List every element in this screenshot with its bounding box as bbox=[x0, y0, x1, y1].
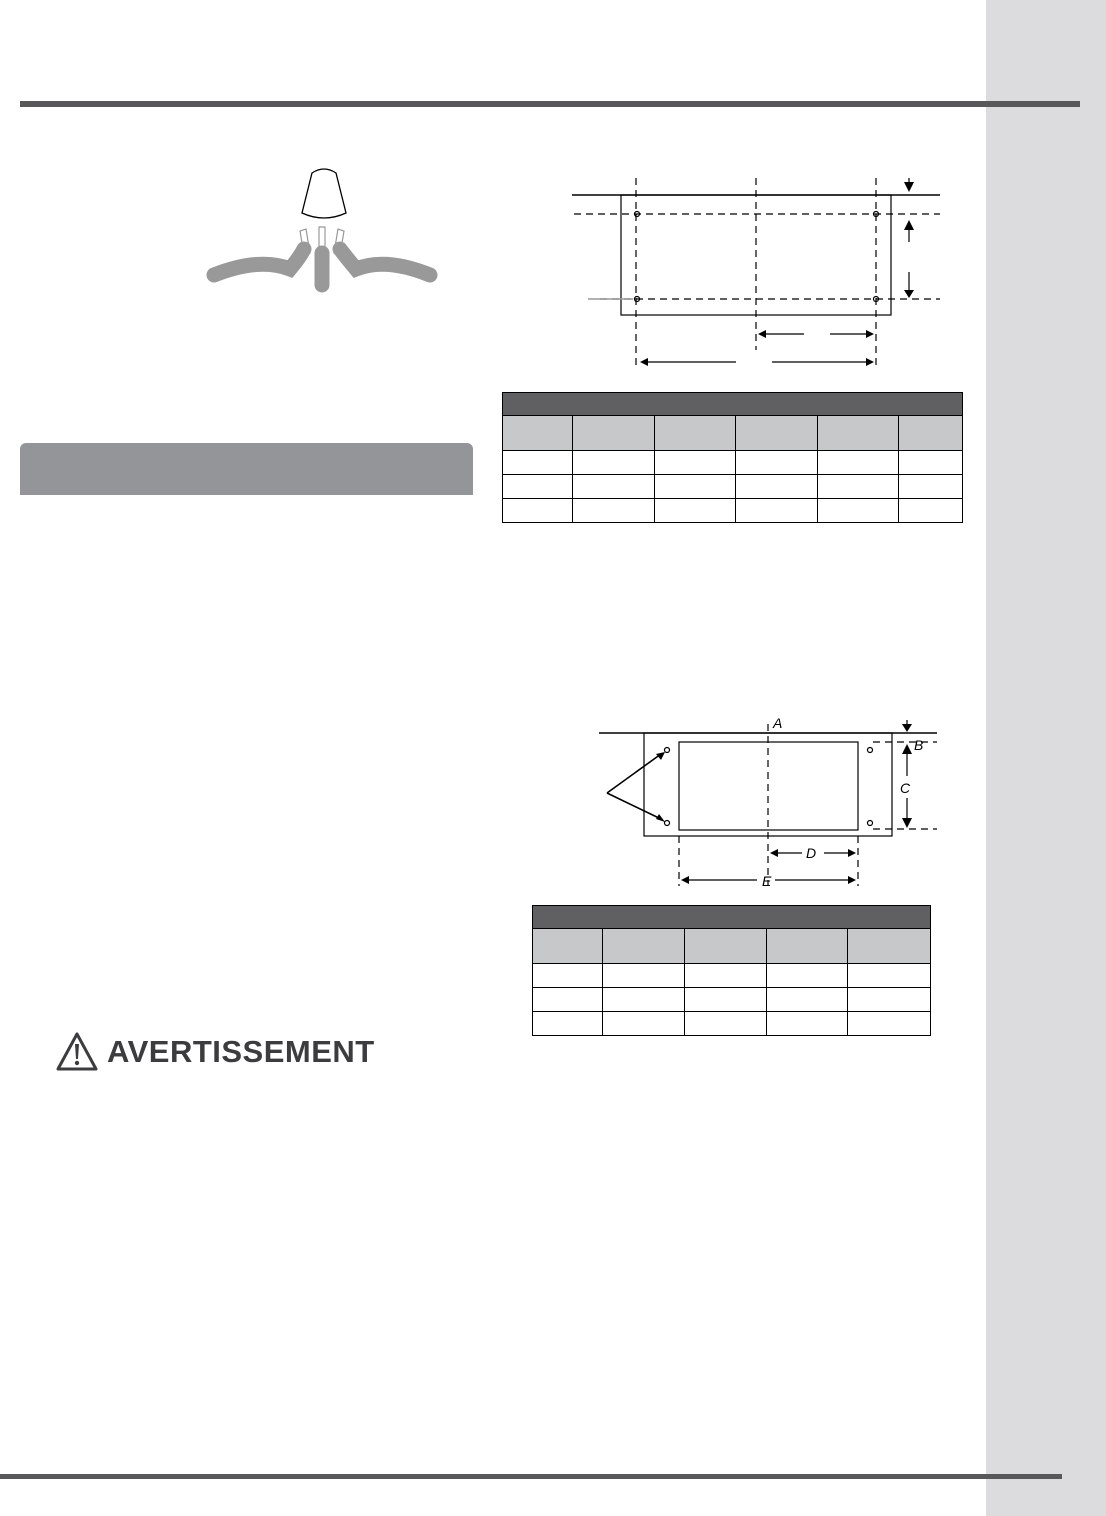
table-header-cell bbox=[685, 929, 767, 964]
table-title bbox=[533, 906, 931, 929]
table-header-cell bbox=[573, 416, 655, 451]
diagram-bottom-label-d: D bbox=[806, 845, 817, 861]
table-cell bbox=[767, 964, 848, 988]
table-row bbox=[503, 475, 963, 499]
table-row bbox=[503, 499, 963, 523]
table-title bbox=[503, 393, 963, 416]
cutout-diagram-bottom bbox=[595, 712, 950, 892]
table-row bbox=[533, 988, 931, 1012]
wire-connector-illustration bbox=[200, 165, 450, 305]
table-cell bbox=[899, 451, 963, 475]
table-cell bbox=[603, 964, 685, 988]
table-cell bbox=[603, 1012, 685, 1036]
table-header-cell bbox=[655, 416, 736, 451]
table-header-cell bbox=[848, 929, 931, 964]
table-cell bbox=[655, 475, 736, 499]
table-cell bbox=[533, 964, 603, 988]
table-cell bbox=[533, 1012, 603, 1036]
table-cell bbox=[533, 988, 603, 1012]
table-cell bbox=[503, 451, 573, 475]
table-cell bbox=[573, 451, 655, 475]
table-cell bbox=[655, 451, 736, 475]
table-header-cell bbox=[899, 416, 963, 451]
table-row bbox=[533, 964, 931, 988]
header-rule bbox=[20, 101, 1080, 107]
table-cell bbox=[767, 1012, 848, 1036]
table-cell bbox=[848, 964, 931, 988]
table-cell bbox=[736, 499, 818, 523]
table-row bbox=[503, 451, 963, 475]
table-cell bbox=[736, 451, 818, 475]
table-header-cell bbox=[736, 416, 818, 451]
footer-rule bbox=[0, 1474, 1062, 1479]
dimension-table-top bbox=[502, 392, 963, 523]
table-cell bbox=[818, 451, 899, 475]
table-cell bbox=[503, 475, 573, 499]
table-cell bbox=[573, 499, 655, 523]
table-cell bbox=[848, 1012, 931, 1036]
table-header-cell bbox=[818, 416, 899, 451]
table-cell bbox=[685, 964, 767, 988]
diagram-bottom-label-a: A bbox=[773, 715, 783, 731]
table-cell bbox=[736, 475, 818, 499]
table-header-cell bbox=[503, 416, 573, 451]
warning-heading bbox=[55, 1030, 375, 1074]
table-cell bbox=[899, 475, 963, 499]
mounting-hole-diagram-top bbox=[560, 170, 960, 375]
warning-label: AVERTISSEMENT bbox=[107, 1034, 375, 1069]
warning-triangle-icon bbox=[55, 1031, 99, 1073]
table-row bbox=[533, 1012, 931, 1036]
dimension-table-bottom bbox=[532, 905, 931, 1036]
table-header-cell bbox=[767, 929, 848, 964]
diagram-bottom-label-c: C bbox=[900, 780, 911, 796]
table-cell bbox=[767, 988, 848, 1012]
table-cell bbox=[818, 499, 899, 523]
table-cell bbox=[685, 1012, 767, 1036]
table-cell bbox=[573, 475, 655, 499]
table-cell bbox=[848, 988, 931, 1012]
table-cell bbox=[899, 499, 963, 523]
table-cell bbox=[818, 475, 899, 499]
diagram-bottom-label-e: E bbox=[762, 873, 772, 889]
table-cell bbox=[503, 499, 573, 523]
diagram-bottom-label-b: B bbox=[914, 737, 924, 753]
page-side-tab bbox=[986, 0, 1106, 1516]
table-cell bbox=[655, 499, 736, 523]
section-heading-bar bbox=[20, 443, 473, 495]
table-cell bbox=[603, 988, 685, 1012]
table-cell bbox=[685, 988, 767, 1012]
table-header-cell bbox=[533, 929, 603, 964]
table-header-cell bbox=[603, 929, 685, 964]
